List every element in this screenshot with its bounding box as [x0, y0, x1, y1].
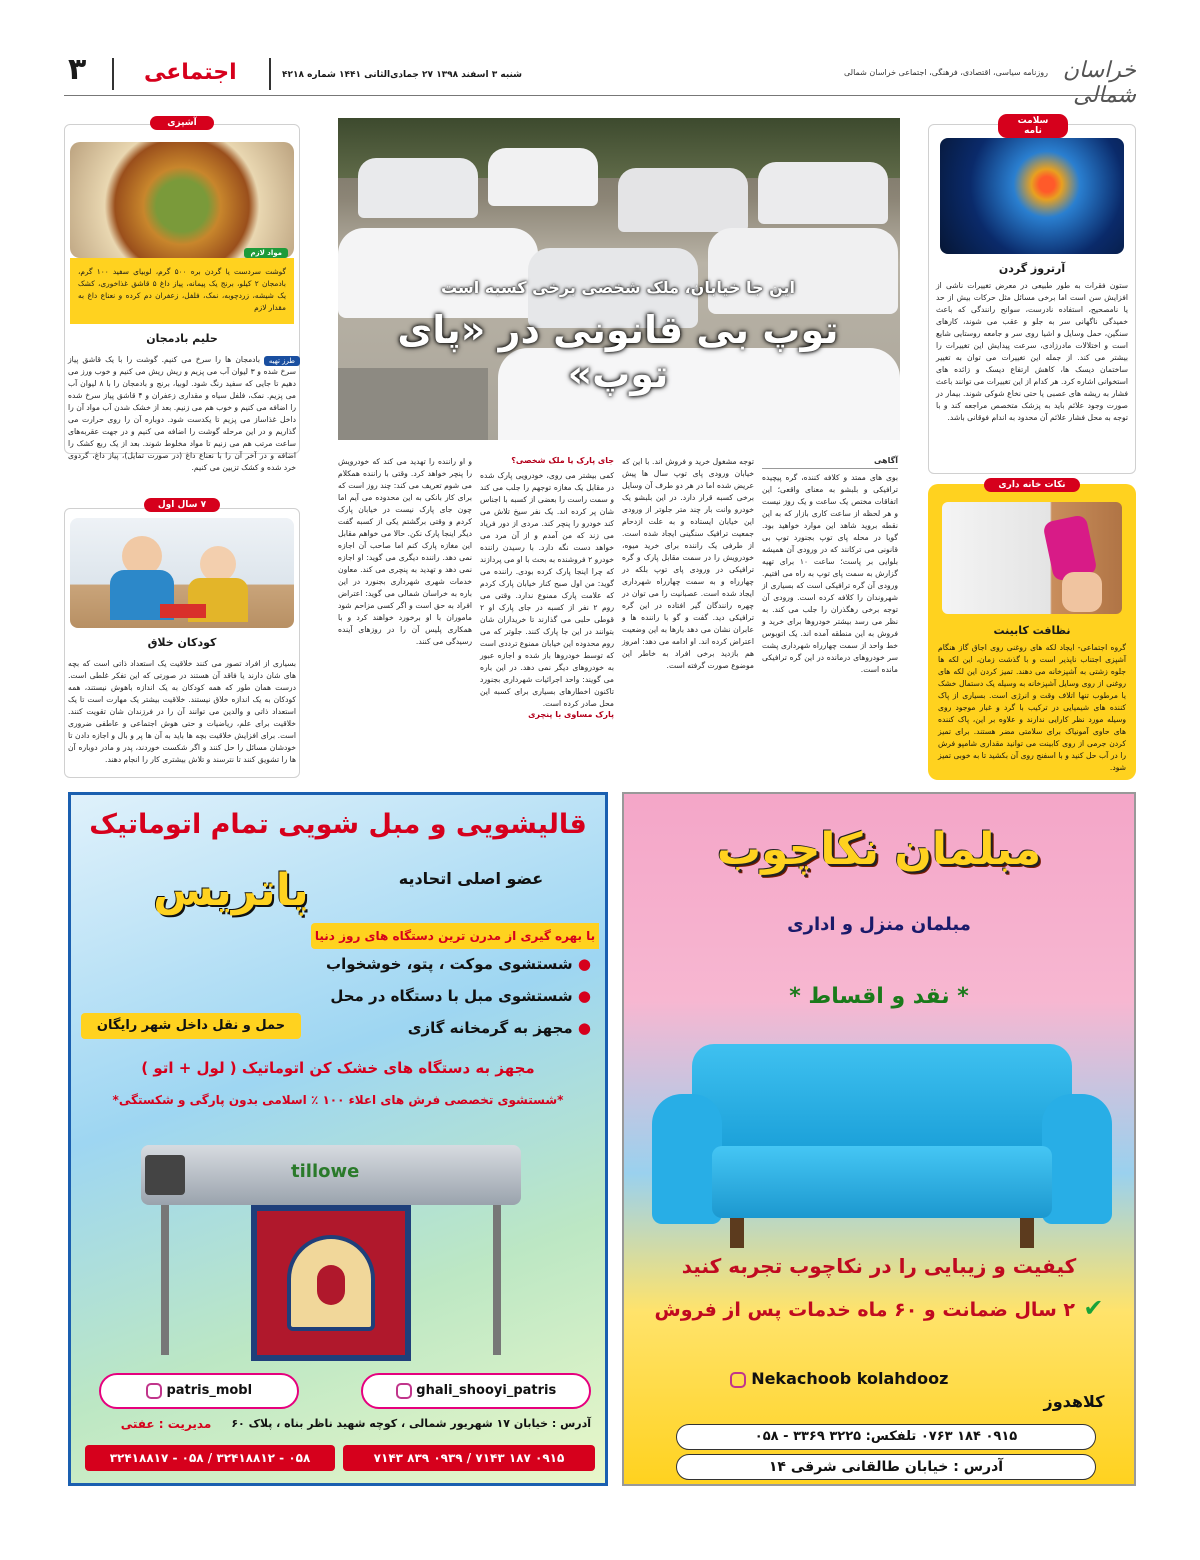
sofa-graphic: [652, 1034, 1112, 1254]
recipe-title: حلیم بادمجان: [146, 332, 218, 345]
check-icon: ✔: [1074, 1294, 1104, 1322]
instagram-icon: [146, 1383, 162, 1399]
cooking-tag: آشپزی: [150, 116, 214, 130]
kids-photo: [70, 518, 294, 628]
nekachoob-warranty: ✔ ۲ سال ضمانت و ۶۰ ماه خدمات پس از فروش: [654, 1294, 1104, 1322]
instagram-ghali-shooyi[interactable]: ghali_shooyi_patris: [361, 1373, 591, 1409]
story-col-2: [480, 456, 614, 784]
newspaper-logo: خراسان شمالی: [1062, 58, 1136, 108]
patris-item-1: [271, 955, 591, 983]
patris-item-label: شستشوی مبل با دستگاه در محل: [330, 987, 573, 1005]
page-number: ۳: [68, 52, 87, 87]
nekachoob-brand: مبلمان نکاچوب: [716, 824, 1042, 875]
story-kicker: این جا خیابان، ملک شخصی برخی کسبه است: [441, 278, 795, 297]
patris-item-3: [271, 1019, 591, 1047]
story-headline: توپ بی قانونی در «پای توپ»: [397, 308, 839, 396]
patris-member: عضو اصلی اتحادیه: [398, 869, 544, 888]
story-text-2: کمی بیشتر می روی، خودرویی پارک شده در مقابل یک مغازه توجهم را جلب می کند و سمت راست را بعضی از کسبه با اجناس شان پر کرده اند. یک نفر سیخ تلاش می کند خودرو را پنچر کند. مردی از دور فریاد می زند که من آمدم و از آن مرد می خواهد دست نگه دارد. با رسیدن راننده خودرو ۲ فروشنده به بحث با او می پردازند که چرا اینجا پارک کرده بودی. راننده می گوید: من اول صبح کنار خیابان پارک کردم که علامت پارک ممنوع ندارد. وقتی می روم ۲ نفر از کسبه در جای پارک او ۲ قوطی حلبی می گذارند تا خریداران شان بتوانند در این جا پارک کنند. جلوتر که می روم محدوده این خیابان ممنوع ترددی است که توسط خودروها باز شده و اجازه عبور به خودروهای دیگر نمی دهد. در این باره می گویند: واحد اجرائیات شهرداری بجنورد تاکنون اخطارهای بسیاری برای کسبه این محل صادر کرده است.: [480, 471, 614, 708]
bullet-icon: ●: [572, 955, 591, 973]
patris-special: *شستشوی تخصصی فرش های اعلاء ۱۰۰ ٪ اسلامی بدون پارگی و شکستگی*: [112, 1093, 564, 1107]
patris-item-2: [271, 987, 591, 1015]
carpet-graphic: [251, 1205, 411, 1361]
left-column: [64, 112, 300, 782]
patris-address: آدرس : خیابان ۱۷ شهریور شمالی ، کوچه شهید ناظر بناه ، پلاک ۶۰: [231, 1417, 591, 1430]
health-text: ستون فقرات به طور طبیعی در معرض تغییرات ناشی از افزایش سن است اما برخی مسائل مثل حرکات بیش از حد یا نامصحیح، استفاده نادرست، سوانح رانندگی که باعث خمیدگی ناگهانی سر به جلو و عقب می شوند، کارهای سنگین، حمل وسایل و اشیا روی سر و جامعه روستایی شایع است و اختلالات مادرزادی، سرعت پیدایش این تغییرات را بیشتر می کند. از جمله این تغییرات می توان به تغییر ساختمان دیسک ها، کاهش ارتفاع دیسک و زائده های استخوانی اشاره کرد. هر کدام از این تغییرات می توانند باعث فشار به ریشه های عصبی یا حتی نخاع شوکی شوند. بیمار در صورت وجود علائم باید به پزشک متخصص مراجعه کند و با توجه به محل فشار علائم آن محدود به اندام فوقانی باشد.: [936, 281, 1128, 422]
page-header: [64, 52, 1136, 108]
bullet-icon: ●: [572, 987, 591, 1005]
story-col-1: [622, 456, 754, 784]
ingredients-box: [70, 249, 294, 324]
nekachoob-cash: * نقد و اقساط *: [789, 984, 969, 1009]
story-col-3: [338, 456, 472, 784]
patris-transport: حمل و نقل داخل شهر رایگان: [81, 1013, 301, 1039]
patris-brand: پاتریس: [153, 865, 309, 916]
home-text: گروه اجتماعی- ایجاد لکه های روغنی روی اجاق گاز هنگام آشپزی اجتناب ناپذیر است و با گذشت زمان، این لکه ها جلوه زشتی به آشپزخانه می دهند. تمیز کردن این لکه های روغنی از روی وسایل آشپزخانه به وسیله یک دستمال خشک یا مرطوب تنها اتلاف وقت و انرژی است. بسیاری از پاک کننده های شیمیایی در ترکیب با گرد و غبار موجود روی وسیله مورد نظر کارایی ندارند و علاوه بر این، پاک کننده های حاوی آمونیاک برای سلامتی مضر هستند. برای تمیز کردن جرمی از روی کابینت می توانید مقداری شامپو فرش را در آب حل کنید و با اسفنج روی آن بکشید تا به خوبی تمیز شود.: [938, 643, 1126, 772]
instagram-icon: [730, 1372, 746, 1388]
recipe-text: بادمجان ها را سرخ می کنیم. گوشت را با یک قاشق پیاز سرخ شده و ۳ لیوان آب می پزیم و ریش ریش می کنیم و خوب ورز می دهیم تا جایی که سفید رنگ شود. لوبیا، برنج و بادمجان را با ۸ لیوان آب می پزیم. نمک، فلفل سیاه و مقداری زعفران و ۴ قاشق پیاز سرخ شده را اضافه می کنیم و خوب هم می زنیم. بعد از خشک شدن آب مواد آن را داخل غذاساز می پزیم تا یکدست شود. دوباره آن را روی حرارت می گذاریم و در این مرحله گوشت را اضافه می کنیم و در جهت عقربه‌های ساعت مرتب هم می زنیم تا مواد مخلوط شوند. بعد از یک ربع کشک را اضافه و در آخر آن را با نعناع داغ (در صورت تمایل)، پیاز داغ، گردوی خرد شده و کشک تزیین می کنیم.: [68, 355, 296, 472]
home-title: نظافت کابینت: [993, 624, 1071, 637]
kids-title: کودکان خلاق: [147, 636, 217, 649]
food-photo: [70, 142, 294, 258]
instagram-icon: [396, 1383, 412, 1399]
tagline: روزنامه سیاسی، اقتصادی، فرهنگی، اجتماعی خراسان شمالی: [844, 68, 1048, 77]
machine-brand: tillowe: [291, 1161, 360, 1182]
date-line: شنبه ۳ اسفند ۱۳۹۸ ۲۷ جمادی‌الثانی ۱۴۴۱ شماره ۴۲۱۸: [282, 70, 523, 80]
ingredients-text: گوشت سردست یا گردن بره ۵۰۰ گرم، لوبیای سفید ۱۰۰ گرم، بادمجان ۲ کیلو، برنج یک پیمانه، پیاز داغ ۵ قاشق غذاخوری، کشک یک شیشه، زردچوبه، نمک، فلفل، زعفران دم کرده و نعناع داغ به مقدار لازم: [78, 267, 286, 312]
patris-bar: با بهره گیری از مدرن ترین دستگاه های روز دنیا: [311, 923, 599, 949]
home-tag: نکات خانه داری: [984, 478, 1080, 492]
health-title: آرتروز گردن: [998, 262, 1066, 275]
instagram-nekachoob[interactable]: Nekachoob kolahdooz: [694, 1364, 984, 1398]
nekachoob-address: آدرس : خیابان طالقانی شرقی ۱۴: [676, 1454, 1096, 1480]
aware-title: آگاهی: [873, 456, 898, 465]
patris-dryer: مجهز به دستگاه های خشک کن اتوماتیک ( لول + اتو ): [141, 1059, 535, 1077]
patris-manager: مدیریت : عفتی: [120, 1417, 212, 1431]
section-title: اجتماعی: [144, 60, 237, 85]
ad-nekachoob: [622, 792, 1136, 1486]
nekachoob-branch: کلاهدوز: [1043, 1392, 1105, 1411]
health-tag: سلامت نامه: [998, 114, 1068, 138]
story-text-3: و او راننده را تهدید می کند که خودرویش را پنچر خواهد کرد. وقتی با راننده همکلام می شوم تعریف می کند: چند روز است که برای کار بانکی به این محدوده می آیم اما چون جای پارک نیست در خیابان پارک کردم و وقتی برگشتم یکی از کسبه گفت دیگر اینجا پارک نکن. حالا می خواهم مقابل این مغازه پارک کنم اما صاحب آن اجازه نمی دهد. راننده دیگری می گوید: او اجازه نمی دهد و تهدید به پنچری می کند. معاون خدمات شهری شهرداری بجنورد در این باره به خراسان شمالی می گوید: اعتراض افراد به حق است و اگر کسی مزاحم شود ماموران با او برخورد خواهند کرد و با همکاری پلیس آن را در روزهای آینده رسیدگی می کنند.: [338, 457, 472, 646]
aware-text: بوی های ممتد و کلافه کننده، گره پیچیده ترافیکی و بلبشو به معنای واقعی؛ این اتفاقات مختص یک ساعت و یک روز نیست و هر لحظه از ساعت کاری بازار که به این نقطه بروید شاهد این موارد خواهید بود. گویا در محله پای توپ بجنورد توپ بی قانونی می ترکانند که در ورودی آن همیشه بلوایی بر پاست؛ ساعت ۱۰ برای تهیه گزارش به سمت پای توپ به راه می افتیم. ورودی آن گره ترافیکی است که بسیاری از شهروندان را کلافه کرده است. ورودی آن توجه برخی رهگذران را جلب می کند. به نظر می رسد بیشتر خودروها برای خرید و فروش به این منطقه آمده اند. یک اتوبوس خط واحد از سمت چهارراه شهرداری پشت سر خودروهای درمانده در این گره ترافیکی مانده است.: [762, 473, 898, 674]
nekachoob-phones: ۰۹۱۵ ۱۸۴ ۰۷۶۳ تلفکس: ۳۲۲۵ ۳۳۶۹ - ۰۵۸: [676, 1424, 1096, 1450]
patris-phones-mobile: ۰۹۱۵ ۱۸۷ ۷۱۴۳ / ۰۹۳۹ ۸۳۹ ۷۱۴۳: [343, 1445, 595, 1471]
ad-patris: [68, 792, 608, 1486]
aware-box: [762, 456, 898, 784]
patris-title: قالیشویی و مبل شویی تمام اتوماتیک: [89, 809, 587, 840]
nekachoob-subtitle: مبلمان منزل و اداری: [787, 914, 971, 935]
patris-item-label: شستشوی موکت ، پتو، خوشخواب: [326, 955, 573, 973]
kids-tag: ۷ سال اول: [144, 498, 220, 512]
right-column: [928, 112, 1136, 782]
story-sub-2: پارک مساوی با پنچری: [524, 710, 614, 719]
story-text-1: توجه مشغول خرید و فروش اند. با این که خیابان ورودی پای توپ سال ها پیش عریض شده اما در هر دو طرف آن وسایل برخی کسبه قرار دارد. در این بلبشو یک خودرو وانت بار چند متر جلوتر از ورودی این خیابان ایستاده و به علت ازدحام جمعیت ترافیک سنگینی ایجاد شده است. از طرفی یک راننده برای خرید میوه، خودرویش را در سمت مقابل پارک و گره ترافیکی در ورودی پای توپ بلکه در چهارراه و به سمت چهارراه شهرداری ایجاد شده است. عصبانیت را می توان در چهره رانندگان گیر افتاده در این گره ترافیکی دید. گفت و گو با راننده ها و عابران نشان می دهد بارها به این وضعیت اعتراض کرده اند. او ادامه می دهد: امروز هم بازدید برخی افراد به خاطر این موضوع صورت گرفته است.: [622, 457, 754, 670]
nekachoob-slogan: کیفیت و زیبایی را در نکاچوب تجربه کنید: [681, 1254, 1077, 1278]
washing-machine: [141, 1135, 521, 1365]
prep-tag: طرز تهیه: [264, 356, 300, 366]
patris-phones-landline: ۰۵۸ - ۳۲۴۱۸۸۱۲ / ۰۵۸ - ۳۲۴۱۸۸۱۷: [85, 1445, 335, 1471]
main-story-photo: [338, 118, 900, 440]
ingredients-tag: مواد لازم: [244, 248, 288, 258]
bullet-icon: ●: [572, 1019, 591, 1037]
neck-xray-photo: [940, 138, 1124, 254]
instagram-patris-mobl[interactable]: patris_mobl: [99, 1373, 299, 1409]
story-sub-1: جای پارک یا ملک شخصی؟: [511, 456, 614, 465]
kids-text: بسیاری از افراد تصور می کنند خلاقیت یک استعداد ذاتی است که بچه های شان دارند یا فاقد آن هستند در صورتی که این تفکر غلطی است. درست همان طور که همه کودکان به یک اندازه باهوش نیستند، همه کودکان به یک اندازه خلاق نیستند. خلاقیت بیشتر یک مهارت است تا یک استعداد ذاتی و والدین می توانند آن را در فرزندان شان تقویت کنند. خلاقیت برای علم، ریاضیات و حتی هوش اجتماعی و عاطفی ضروری است. برای افزایش خلاقیت بچه ها باید به آن ها پر و بال و اجازه دادن تا خودشان مسائل را حل کنند و اگر شکست خوردند، پدر و مادر دوباره آن ها را تشویق کنند تا نترسند و تلاش بیشتری کار را انجام دهند.: [68, 659, 296, 764]
patris-item-label: مجهز به گرمخانه گازی: [407, 1019, 573, 1037]
cabinet-photo: [942, 502, 1122, 614]
